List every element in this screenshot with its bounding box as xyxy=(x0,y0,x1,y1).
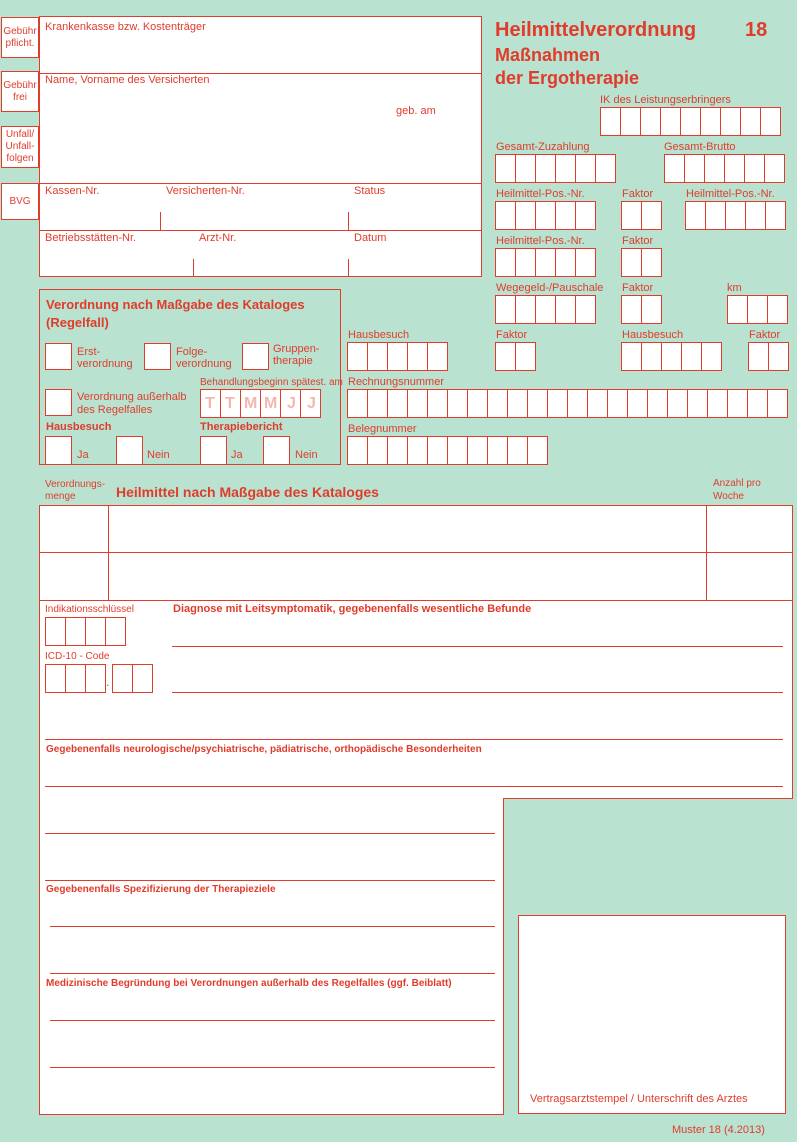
icd-input[interactable] xyxy=(45,664,152,693)
indikation-label: Indikationsschlüssel xyxy=(45,604,134,615)
faktor-label-1: Faktor xyxy=(622,188,654,200)
verordnungsmenge-label-2: menge xyxy=(45,491,76,502)
anzahl-label-2: Woche xyxy=(713,491,744,502)
date-mask-char: J xyxy=(307,395,316,412)
betriebsstaetten-nr-label: Betriebsstätten-Nr. xyxy=(45,232,137,244)
faktor-label-5: Faktor xyxy=(749,329,781,341)
heilmittel-pos-label-1: Heilmittel-Pos.-Nr. xyxy=(496,188,585,200)
diagnose-heading: Diagnose mit Leitsymptomatik, gegebenenfalls wesentliche Befunde xyxy=(173,603,532,615)
ausserhalb-label-1: Verordnung außerhalb xyxy=(77,391,187,403)
datum-label: Datum xyxy=(354,232,387,244)
indikation-input[interactable] xyxy=(45,617,125,646)
faktor-label-2: Faktor xyxy=(622,235,654,247)
hausbesuch-nein-label: Nein xyxy=(147,449,170,461)
date-mask-char: T xyxy=(205,395,215,412)
folge-label-2: verordnung xyxy=(176,358,232,370)
stamp-box[interactable] xyxy=(518,915,786,1114)
heilmittel-pos-label-2: Heilmittel-Pos.-Nr. xyxy=(686,188,775,200)
date-mask-char: M xyxy=(264,395,278,412)
behandlungsbeginn-label: Behandlungsbeginn spätest. am xyxy=(200,377,343,388)
erst-label-2: verordnung xyxy=(77,358,133,370)
form-subtitle-2: der Ergotherapie xyxy=(495,68,640,88)
date-mask-char: J xyxy=(287,395,296,412)
versicherten-nr-label: Versicherten-Nr. xyxy=(166,185,245,197)
geb-label: geb. am xyxy=(396,105,436,117)
heilmittel-heading: Heilmittel nach Maßgabe des Kataloges xyxy=(116,484,379,500)
rechnungsnummer-label: Rechnungsnummer xyxy=(348,376,444,388)
besonderheiten-line[interactable] xyxy=(45,786,783,787)
date-mask-char: M xyxy=(244,395,258,412)
besonderheiten-line[interactable] xyxy=(45,880,495,881)
stamp-label: Vertragsarztstempel / Unterschrift des Arztes xyxy=(530,1093,748,1105)
krankenkasse-label: Krankenkasse bzw. Kostenträger xyxy=(45,21,206,33)
faktor-label-4: Faktor xyxy=(496,329,528,341)
arzt-nr-label: Arzt-Nr. xyxy=(199,232,237,244)
besonderheiten-heading: Gegebenenfalls neurologische/psychiatrische, pädiatrische, orthopädische Besonderheiten xyxy=(46,744,482,755)
gesamt-zuzahlung-label: Gesamt-Zuzahlung xyxy=(496,141,590,153)
folge-label-1: Folge- xyxy=(176,346,208,358)
gesamt-brutto-label: Gesamt-Brutto xyxy=(664,141,736,153)
therapieziele-line[interactable] xyxy=(50,926,495,927)
hausbesuch-heading: Hausbesuch xyxy=(46,421,112,433)
begruendung-heading: Medizinische Begründung bei Verordnungen außerhalb des Regelfalles (ggf. Beiblatt) xyxy=(46,978,452,989)
faktor-label-3: Faktor xyxy=(622,282,654,294)
ausserhalb-label-2: des Regelfalles xyxy=(77,404,153,416)
kassen-nr-label: Kassen-Nr. xyxy=(45,185,100,197)
begruendung-line[interactable] xyxy=(50,1020,495,1021)
hausbesuch-label-1: Hausbesuch xyxy=(348,329,410,341)
name-label: Name, Vorname des Versicherten xyxy=(45,74,210,86)
anzahl-label-1: Anzahl pro xyxy=(713,478,761,489)
ik-label: IK des Leistungserbringers xyxy=(600,94,731,106)
form-number: 18 xyxy=(745,19,768,41)
gebuehr-pflicht-label: Gebühr pflicht. xyxy=(3,25,37,49)
therapieziele-line[interactable] xyxy=(50,973,495,974)
bvg-label: BVG xyxy=(9,195,31,207)
form-subtitle-1: Maßnahmen xyxy=(495,45,601,65)
diagnose-line[interactable] xyxy=(172,646,783,647)
icd-label: ICD-10 - Code xyxy=(45,651,110,662)
therapiebericht-heading: Therapiebericht xyxy=(200,421,283,433)
gruppe-label-2: therapie xyxy=(273,355,313,367)
unfall-label: Unfall/ Unfall- folgen xyxy=(5,129,35,164)
heilmittel-pos-label-3: Heilmittel-Pos.-Nr. xyxy=(496,235,585,247)
wegegeld-label: Wegegeld-/Pauschale xyxy=(496,282,604,294)
status-label: Status xyxy=(354,185,386,197)
form-version: Muster 18 (4.2013) xyxy=(672,1124,765,1136)
hausbesuch-label-2: Hausbesuch xyxy=(622,329,684,341)
verordnungsmenge-label-1: Verordnungs- xyxy=(45,479,106,490)
diagnose-line[interactable] xyxy=(45,739,783,740)
hausbesuch-ja-label: Ja xyxy=(77,449,89,461)
erst-label-1: Erst- xyxy=(77,346,101,358)
besonderheiten-line[interactable] xyxy=(45,833,495,834)
regelfall-heading-2: (Regelfall) xyxy=(46,315,109,330)
km-label: km xyxy=(727,282,742,294)
therapiebericht-nein-label: Nein xyxy=(295,449,318,461)
icd-dot-icon: . xyxy=(106,675,110,689)
form-title: Heilmittelverordnung xyxy=(495,19,697,41)
belegnummer-label: Belegnummer xyxy=(348,423,417,435)
diagnose-line[interactable] xyxy=(172,692,783,693)
gebuehr-frei-label: Gebühr frei xyxy=(3,79,37,103)
begruendung-line[interactable] xyxy=(50,1067,495,1068)
therapiebericht-ja-label: Ja xyxy=(231,449,243,461)
date-mask-char: T xyxy=(225,395,235,412)
therapieziele-heading: Gegebenenfalls Spezifizierung der Therapieziele xyxy=(46,884,276,895)
gruppe-label-1: Gruppen- xyxy=(273,343,320,355)
regelfall-heading-1: Verordnung nach Maßgabe des Kataloges xyxy=(46,297,305,312)
